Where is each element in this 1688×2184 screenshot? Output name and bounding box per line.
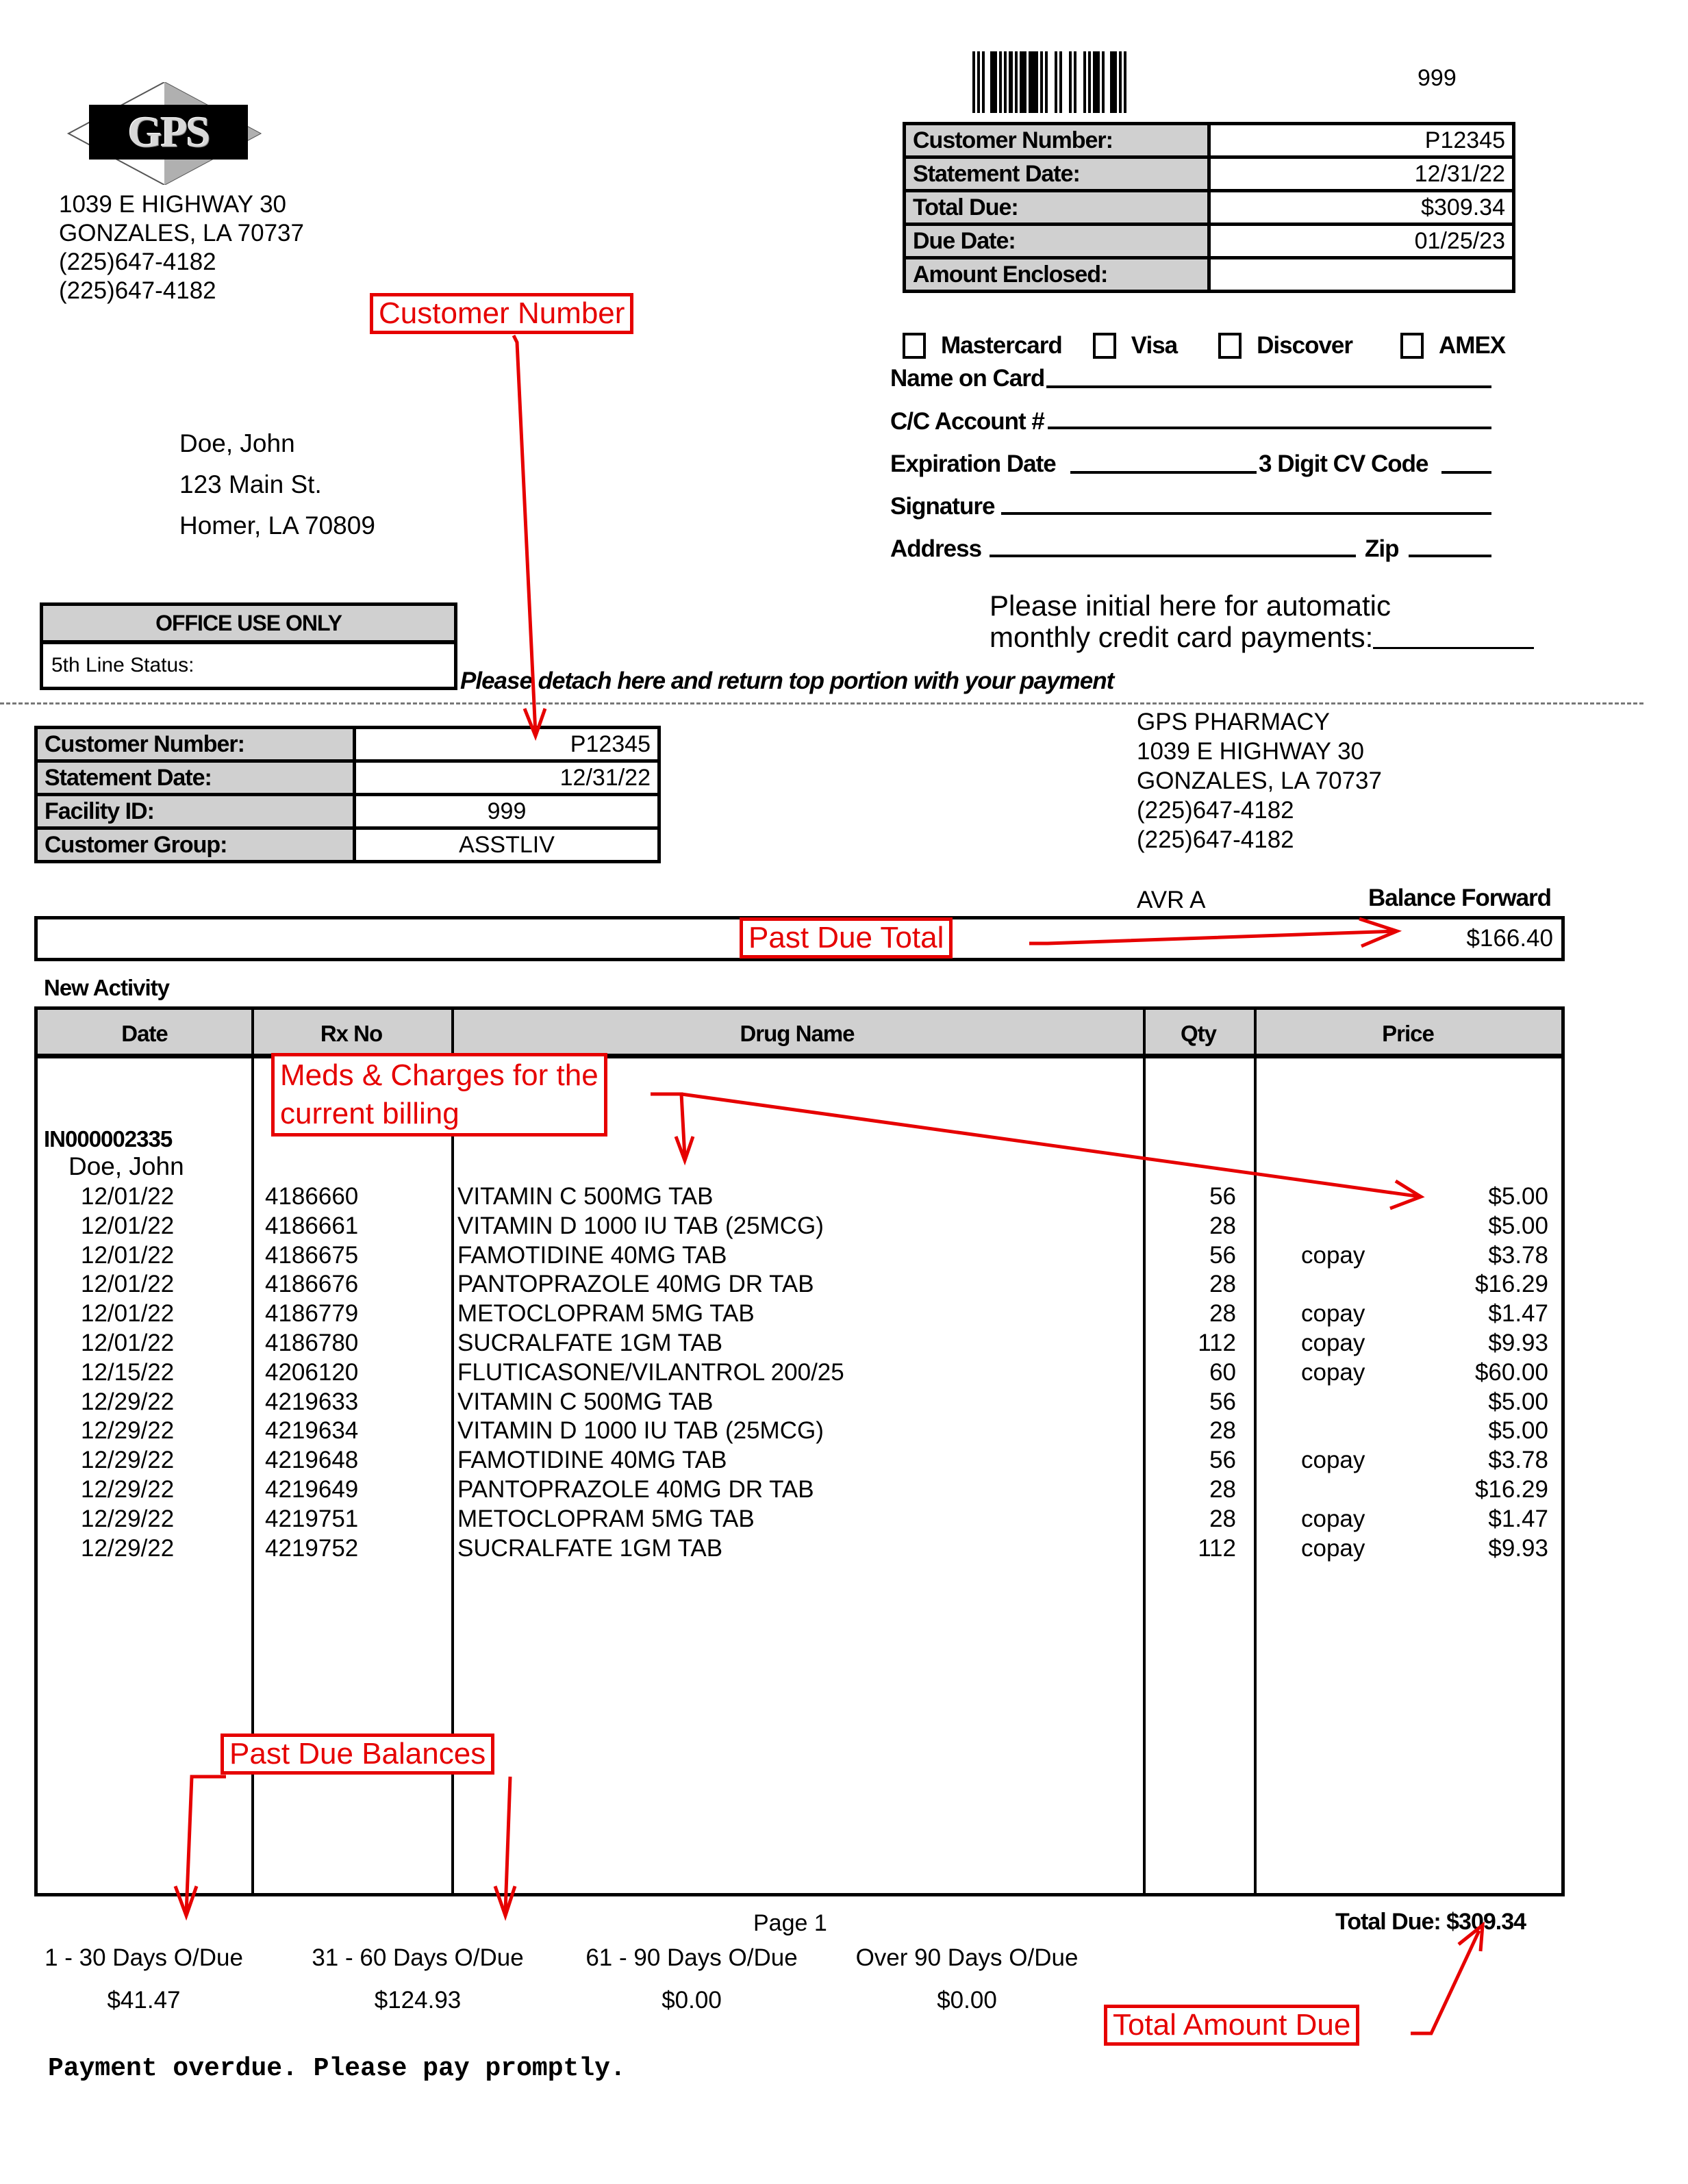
column-header-qty: Qty [1180,1021,1216,1046]
name-on-card-field[interactable] [1046,385,1491,388]
row-drug-name: SUCRALFATE 1GM TAB [457,1329,723,1356]
logo-text: GPS [127,107,210,156]
column-header-price: Price [1382,1021,1434,1046]
balance-forward-label: Balance Forward [1368,885,1552,911]
account-number-label: C/C Account # [890,408,1044,435]
column-header-date: Date [121,1021,168,1046]
table-row [34,1212,1565,1241]
row-rx-number: 4206120 [265,1358,359,1386]
row-date: 12/15/22 [81,1358,175,1386]
row-note: copay [1301,1300,1365,1328]
activity-rows [34,1182,1565,1563]
row-rx-number: 4219751 [265,1505,359,1532]
barcode-icon [972,51,1246,113]
customer-street: 123 Main St. [179,470,322,498]
customer-number-label: Customer Number: [905,124,1209,157]
table-row [34,1358,1565,1388]
company-address [59,190,304,305]
row-drug-name: PANTOPRAZOLE 40MG DR TAB [457,1475,814,1503]
row-price: $60.00 [1474,1358,1548,1386]
total-due: Total Due: $309.34 [1335,1909,1526,1935]
row-date: 12/01/22 [81,1271,175,1298]
new-activity-title: New Activity [44,975,170,1000]
row-drug-name: VITAMIN C 500MG TAB [457,1388,714,1415]
office-use-box [40,602,457,690]
checkbox-icon[interactable] [1218,333,1242,359]
customer-number-value: P12345 [355,728,659,761]
customer-city: Homer, LA 70809 [179,511,375,539]
amount-enclosed-label: Amount Enclosed: [905,258,1209,292]
annotation-meds-charges: Meds & Charges for the current billing [271,1053,607,1137]
card-option-discover[interactable]: Discover [1218,332,1352,359]
row-price: $1.47 [1488,1505,1548,1532]
table-row [34,1417,1565,1446]
aging-61-90: 61 - 90 Days O/Due $0.00 [585,1944,798,2014]
row-price: $16.29 [1474,1475,1548,1503]
row-price: $3.78 [1488,1447,1548,1474]
customer-address [179,423,375,546]
due-date-label: Due Date: [905,225,1209,258]
row-qty: 28 [1209,1271,1236,1298]
row-rx-number: 4219634 [265,1417,359,1445]
row-qty: 56 [1209,1183,1236,1210]
row-price: $5.00 [1488,1212,1548,1239]
row-drug-name: METOCLOPRAM 5MG TAB [457,1505,755,1532]
checkbox-icon[interactable] [1400,333,1424,359]
office-use-title: OFFICE USE ONLY [43,606,454,644]
row-qty: 112 [1198,1329,1236,1356]
row-price: $16.29 [1474,1271,1548,1298]
row-drug-name: FAMOTIDINE 40MG TAB [457,1447,727,1474]
row-date: 12/29/22 [81,1534,175,1562]
row-qty: 28 [1209,1300,1236,1328]
aging-31-60: 31 - 60 Days O/Due $124.93 [312,1944,524,2014]
phone-line: (225)647-4182 [59,249,216,275]
row-drug-name: FAMOTIDINE 40MG TAB [457,1241,727,1269]
row-price: $5.00 [1488,1417,1548,1445]
row-date: 12/01/22 [81,1212,175,1239]
row-qty: 56 [1209,1241,1236,1269]
address-line: 1039 E HIGHWAY 30 [59,191,287,218]
row-qty: 28 [1209,1212,1236,1239]
card-option-amex[interactable]: AMEX [1400,332,1505,359]
column-header-drug: Drug Name [740,1021,855,1046]
avr-code: AVR A [1137,887,1206,913]
row-qty: 56 [1209,1447,1236,1474]
row-date: 12/01/22 [81,1329,175,1356]
annotation-total-amount-due: Total Amount Due [1104,2005,1359,2046]
table-header [38,1010,1561,1058]
row-rx-number: 4219633 [265,1388,359,1415]
row-date: 12/01/22 [81,1241,175,1269]
row-rx-number: 4186661 [265,1212,359,1239]
overdue-message: Payment overdue. Please pay promptly. [48,2054,626,2083]
phone-line: (225)647-4182 [59,277,216,304]
row-price: $9.93 [1488,1534,1548,1562]
table-row [34,1388,1565,1417]
zip-field[interactable] [1409,555,1491,557]
row-drug-name: FLUTICASONE/VILANTROL 200/25 [457,1358,844,1386]
facility-code: 999 [1418,65,1457,91]
aging-over-90: Over 90 Days O/Due $0.00 [855,1944,1079,2014]
row-qty: 28 [1209,1505,1236,1532]
remit-info-table [903,122,1515,293]
row-qty: 60 [1209,1358,1236,1386]
signature-label: Signature [890,493,995,520]
gps-logo [65,82,264,185]
row-price: $5.00 [1488,1388,1548,1415]
address-label: Address [890,535,982,562]
name-on-card-label: Name on Card [890,365,1045,392]
table-row [34,1241,1565,1271]
address-line: GONZALES, LA 70737 [59,220,304,246]
row-qty: 28 [1209,1475,1236,1503]
statement-date-value: 12/31/22 [355,761,659,795]
table-row [34,1505,1565,1534]
expiration-date-field[interactable] [1070,471,1257,474]
total-due-value: $309.34 [1209,191,1514,225]
expiration-date-label: Expiration Date [890,450,1056,477]
balance-forward-value: $166.40 [1466,925,1553,952]
statement-date-value: 12/31/22 [1209,157,1514,191]
card-option-mastercard[interactable]: Mastercard [903,332,1062,359]
auto-payment-text: Please initial here for automatic monthly credit card payments: [990,589,1391,653]
account-info-table [34,726,661,863]
zip-label: Zip [1365,535,1399,562]
row-drug-name: PANTOPRAZOLE 40MG DR TAB [457,1271,814,1298]
annotation-past-due-balances: Past Due Balances [221,1734,494,1775]
table-row [34,1270,1565,1299]
table-row [34,1329,1565,1358]
row-drug-name: VITAMIN C 500MG TAB [457,1183,714,1210]
row-rx-number: 4186675 [265,1241,359,1269]
row-price: $5.00 [1488,1183,1548,1210]
row-rx-number: 4186780 [265,1329,359,1356]
row-price: $3.78 [1488,1241,1548,1269]
row-qty: 56 [1209,1388,1236,1415]
row-rx-number: 4219752 [265,1534,359,1562]
row-rx-number: 4186779 [265,1300,359,1328]
row-price: $1.47 [1488,1300,1548,1328]
table-row [34,1299,1565,1329]
auto-payment-initial-field[interactable] [1373,647,1534,649]
cv-code-label: 3 Digit CV Code [1259,450,1428,477]
signature-field[interactable] [1001,512,1491,515]
row-rx-number: 4219649 [265,1475,359,1503]
row-note: copay [1301,1505,1365,1532]
row-rx-number: 4219648 [265,1447,359,1474]
patient-name: Doe, John [68,1152,184,1180]
card-type-options [903,332,1519,359]
facility-id-label: Facility ID: [36,795,355,828]
aging-1-30: 1 - 30 Days O/Due $41.47 [45,1944,243,2014]
annotation-past-due-total: Past Due Total [740,917,953,958]
table-row [34,1446,1565,1475]
customer-number-label: Customer Number: [36,728,355,761]
row-drug-name: VITAMIN D 1000 IU TAB (25MCG) [457,1212,824,1239]
page-number: Page 1 [753,1910,827,1936]
row-date: 12/29/22 [81,1388,175,1415]
annotation-customer-number: Customer Number [370,293,633,334]
pharmacy-name: GPS PHARMACY [1137,709,1330,735]
row-date: 12/01/22 [81,1300,175,1328]
row-qty: 112 [1198,1534,1236,1562]
row-date: 12/01/22 [81,1183,175,1210]
cv-code-field[interactable] [1441,471,1491,474]
checkbox-icon[interactable] [1093,333,1116,359]
row-note: copay [1301,1329,1365,1356]
column-header-rx: Rx No [320,1021,383,1046]
row-rx-number: 4186660 [265,1183,359,1210]
statement-date-label: Statement Date: [36,761,355,795]
detach-instruction: Please detach here and return top portion with your payment [460,668,1114,694]
row-rx-number: 4186676 [265,1271,359,1298]
checkbox-icon[interactable] [903,333,926,359]
row-drug-name: METOCLOPRAM 5MG TAB [457,1300,755,1328]
amount-enclosed-field[interactable] [1209,258,1514,292]
row-drug-name: SUCRALFATE 1GM TAB [457,1534,723,1562]
row-qty: 28 [1209,1417,1236,1445]
row-note: copay [1301,1358,1365,1386]
row-note: copay [1301,1447,1365,1474]
table-row [34,1475,1565,1505]
pharmacy-address: GPS PHARMACY 1039 E HIGHWAY 30 GONZALES, LA 70737 (225)647-4182 (225)647-4182 [1137,709,1382,853]
cut-line [0,702,1643,704]
row-note: copay [1301,1241,1365,1269]
customer-name: Doe, John [179,429,295,457]
row-date: 12/29/22 [81,1447,175,1474]
card-option-visa[interactable]: Visa [1093,332,1177,359]
total-due-label: Total Due: [905,191,1209,225]
due-date-value: 01/25/23 [1209,225,1514,258]
row-drug-name: VITAMIN D 1000 IU TAB (25MCG) [457,1417,824,1445]
account-number-field[interactable] [1048,427,1491,429]
invoice-number: IN000002335 [44,1126,173,1152]
customer-group-label: Customer Group: [36,828,355,862]
table-row [34,1534,1565,1564]
row-date: 12/29/22 [81,1505,175,1532]
facility-id-value: 999 [355,795,659,828]
row-note: copay [1301,1534,1365,1562]
customer-number-value: P12345 [1209,124,1514,157]
row-date: 12/29/22 [81,1417,175,1445]
customer-group-value: ASSTLIV [355,828,659,862]
statement-date-label: Statement Date: [905,157,1209,191]
row-price: $9.93 [1488,1329,1548,1356]
table-row [34,1182,1565,1212]
line-status-label: 5th Line Status: [51,654,194,676]
row-date: 12/29/22 [81,1475,175,1503]
address-field[interactable] [990,555,1356,557]
